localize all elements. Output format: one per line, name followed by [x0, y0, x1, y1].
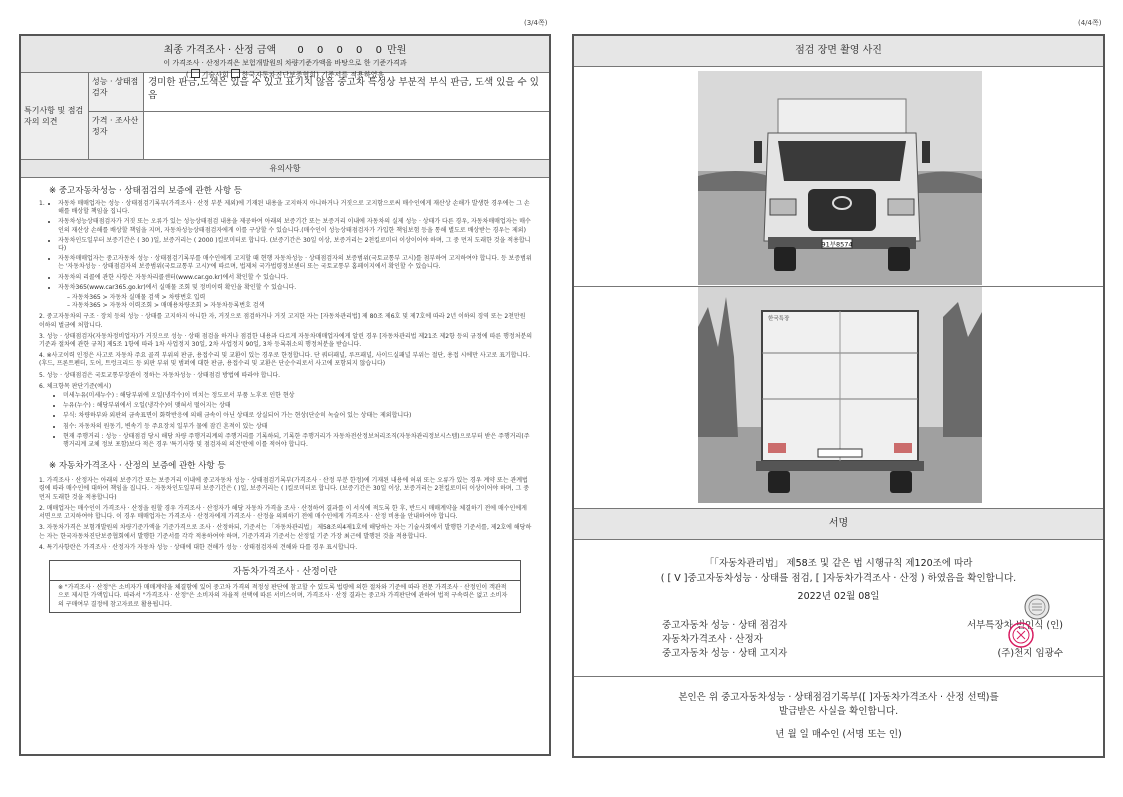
list-item: • 현재 주행거리 : 성능 · 상태점검 당시 해당 차량 주행거리계의 주행거리를 기록하되, 기록한 주행거리가 자동차전산정보처리조직(자동차관리정보시스템)으로부터 받은 주행거리(주행거리계 교체 정보 포함)보다 적은 경우 '특기사항 및 점검자의 의견'란에 이를 적어야 합니다. — [63, 433, 533, 449]
list-item: 4. 특기사항란은 가격조사 · 산정자가 자동차 성능 · 상태에 대한 견해가 성능 · 상태점검자의 견해와 다를 경우 표시합니다. — [39, 543, 358, 551]
list-item: • 부식: 차량하부와 외판의 금속표면이 화학반응에 의해 금속이 아닌 상태로 상실되어 가는 현상(단순히 녹슬어 있는 상태는 제외합니다) — [63, 412, 533, 420]
final-price-unit: 만원 — [386, 45, 407, 56]
buyer-sign-line: 년 월 일 매수인 (서명 또는 인) — [775, 729, 902, 740]
inspector-opinion-table — [21, 73, 549, 160]
signer-row-notifier — [662, 647, 1063, 661]
signer-value: (주)천지 임광수 — [997, 648, 1063, 659]
photo-signature-panel — [572, 34, 1105, 758]
opinion-label: 특기사항 및 점검자의 의견 — [21, 73, 89, 159]
warranty-body — [21, 200, 549, 449]
signature-confirm-line: ( [ V ]중고자동차성능 · 상태를 점검, [ ]자동차가격조사 · 산정 ) 하였음을 확인합니다. — [660, 573, 1017, 584]
buyer-confirmation — [574, 676, 1103, 742]
signer-value: 서부특장차 빈인식 (인) — [966, 620, 1063, 631]
signer-label: 중고자동차 성능 · 상태 고지자 — [662, 648, 788, 659]
truck-rear-image — [698, 287, 982, 503]
notifier-seal-icon — [1008, 622, 1034, 648]
item-1-number: 1. — [39, 200, 45, 207]
list-item: 2. 중고자동차의 구조 · 장치 등의 성능 · 상태를 고지하지 아니한 자, 거짓으로 점검하거나 거짓 고지한 자는 [자동차관리법] 제 80조 제6호 및 제7호에 따라 2년 이하의 징역 또는 2천만원 이하의 벌금에 처합니다. — [39, 313, 526, 329]
signature-date: 2022년 02월 08일 — [797, 591, 880, 602]
buyer-confirm-line1: 본인은 위 중고자동차성능 · 상태점검기록부([ ]자동차가격조사 · 산정 선택)를 — [678, 692, 999, 703]
photo-section-title: 점검 장면 촬영 사진 — [574, 36, 1103, 67]
list-item: – 자동차365 > 자동차 이력조회 > 매매용차량조회 > 자동차등록번호 검색 — [67, 302, 265, 310]
list-item: • 누유(누수) : 해당부위에서 오일(냉각수)이 맺혀서 떨어지는 상태 — [63, 402, 533, 410]
signer-row-inspector — [662, 619, 1063, 633]
section-warranty-title: ※ 중고자동차성능 · 상태점검의 보증에 관한 사항 등 — [49, 186, 242, 196]
list-item: 1. 가격조사 · 산정자는 아래의 보증기간 또는 보증거리 이내에 중고자동차 성능 · 상태점검기록부(가격조사 · 산정 부분 한정)에 기재된 내용에 허위 또는 오류가 있는 경우 계약 또는 관계법령에 따라 매수인에 대하여 책임을 집니다. · 자동차인도일부터 보증기간은 ( )일, 보증거리는 ( )킬로미터로 합니다. (보증기간은 30일 이상, 보증거리는 2천킬로미터 이상이어야 하며, 그 중 먼저 도래한 것을 적용합니다) — [39, 477, 529, 501]
signer-list — [662, 619, 1063, 661]
list-item: • 자동차365(www.car365.go.kr)에서 실매물 조회 및 정비이력 확인을 확인할 수 있습니다. — [58, 284, 533, 292]
price-definition-text: ※ "가격조사 · 산정"은 소비자가 매매계약을 체결함에 있어 중고차 가격의 적정성 판단에 참고할 수 있도록 법령에 의한 절차와 기준에 따라 전문 가격조사 · 산정인이 객관적으로 제시한 가액입니다. 따라서 "가격조사 · 산정"은 소비자의 자율적 선택에 따른 서비스이며, 가격조사 · 산정 결과는 중고차 가격판단에 관하여 법적 구속력은 없고 소비자의 구매여부 결정에 참고자료로 활용됩니다. — [58, 583, 508, 608]
truck-front-image — [698, 71, 982, 285]
notes-title: 유의사항 — [21, 160, 549, 178]
list-item: • 자동차매매업자는 중고자동차 성능 · 상태점검기록부를 매수인에게 고지할 때 현행 자동차성능 · 상태점검자의 보증범위(국토교통부 고시)를 첨부하여 고지하여야 합니다. 등 보증범위는 '자동차성능 · 상태점검자의 보증범위(국토교통부 고시)'에 따르며, 법제처 국가법령정보센터 또는 국토교통부 홈페이지에서 확인할 수 있습니다. — [58, 255, 533, 271]
signer-row-assessor — [662, 633, 1063, 647]
signature-section-title: 서명 — [574, 508, 1103, 540]
buyer-confirm-line2: 발급받은 사실을 확인합니다. — [778, 706, 899, 717]
inspector-seal-icon — [1024, 594, 1050, 620]
section-price-title: ※ 자동차가격조사 · 산정의 보증에 관한 사항 등 — [49, 461, 226, 472]
final-price-header — [21, 36, 549, 79]
list-item: 4. ※사고이력 인정은 사고로 자동차 주요 골격 부위의 판금, 용접수리 및 교환이 있는 경우로 한정합니다. 단 쿼터패널, 루프패널, 사이드실패널 부위는 절단, 용접 시에만 사고로 표기합니다. (후드, 프론트펜더, 도어, 트렁크리드 등 외판 부위 및 범퍼에 대한 판금, 용접수리 및 교환은 단순수리로서 사고에 포함되지 않습니다) — [39, 352, 531, 368]
list-item: • 자동차의 리콜에 관한 사항은 자동차리콜센터(www.car.go.kr)에서 확인할 수 있습니다. — [58, 274, 533, 282]
list-item: • 자동차 매매업자는 성능 · 상태점검기록부(가격조사 · 산정 부분 제외)에 기재된 내용을 고지하지 아니하거나 거짓으로 고지함으로써 매수인에게 재산상 손해가 발생한 경우에는 그 손해를 배상할 책임을 집니다. — [58, 200, 533, 216]
list-item: 3. 성능 · 상태점검자(자동차정비업자)가 거짓으로 성능 · 상태 점검을 하거나 점검한 내용과 다르게 자동차매매업자에게 알린 경우 [자동차관리법 제21조 제2항 등의 규정에 따른 행정처분의 기준과 절차에 관한 규칙] 제5조 1항에 따라 1차 사업정지 30일, 2차 사업정지 90일, 3차 등록취소의 행정처분을 받습니다. — [39, 332, 533, 349]
final-price-amount: 0 0 0 0 0 — [297, 45, 387, 56]
standard-note: ( 기술사회 한국자동차진단보증협회) 기준서를 적용하였음 — [185, 71, 385, 79]
performance-inspector-label: 성능 · 상태점검자 — [89, 73, 144, 111]
truck-rear-photo — [698, 287, 982, 503]
list-item: • 침수: 자동차의 원동기, 변속기 등 주요장치 일부가 물에 잠긴 흔적이 있는 상태 — [63, 423, 533, 431]
final-price-label: 최종 가격조사 · 산정 금액 — [163, 45, 277, 56]
page-number-left: (3/4쪽) — [524, 19, 548, 27]
price-definition-box — [49, 560, 521, 614]
list-item: 2. 매매업자는 매수인이 가격조사 · 산정을 원할 경우 가격조사 · 산정자가 해당 자동차 가격을 조사 · 산정하여 결과를 이 서식에 적도록 한 후, 반드시 매매계약을 체결하기 전에 매수인에게 서면으로 고지하여야 합니다. 이 경우 매매업자는 가격조사 · 산정자에게 가격조사 · 산정을 의뢰하기 전에 매수인에게 가격조사 · 산정 비용을 안내하여야 합니다. — [39, 504, 527, 521]
price-assessor-label: 가격 · 조사산정자 — [89, 112, 144, 159]
list-item: • 자동차성능상태점검자가 거짓 또는 오류가 있는 성능상태점검 내용을 제공하여 아래의 보증기간 또는 보증거리 이내에 자동차의 실제 성능 · 상태가 다른 경우, 자동차매매업자는 매수인의 재산상 손해를 배상할 책임을 지며, 자동차성능상태점검자에게 이를 구상할 수 있습니다.(매수인이 성능상태점검자가 가입한 책임보험 등을 통해 별도로 배상받는 경우는 제외) — [58, 218, 533, 234]
truck-front-photo — [698, 71, 982, 285]
list-item: – 자동차365 > 자동차 실매물 검색 > 차량번호 입력 — [67, 294, 206, 302]
signature-statement — [574, 556, 1103, 604]
list-item: 3. 자동차가격은 보험개발원의 차량기준가액을 기준가격으로 조사 · 산정하되, 기준서는 「자동차관리법」 제58조의4제1호에 해당하는 자는 기술사회에서 발행한 기준서를, 제2호에 해당하는 자는 한국자동차진단보증협회에서 발행한 기준서를 각각 적용하여야 하며, 기준가격과 기준서는 산정일 기준 가장 최근에 발행된 것을 적용합니다. — [39, 524, 532, 540]
rear-brand-text: 한국특장 — [768, 316, 790, 322]
price-definition-title: 자동차가격조사 · 산정이란 — [50, 561, 520, 581]
price-body — [21, 477, 549, 552]
list-item: • 자동차인도일부터 보증기간은 ( 30 )일, 보증거리는 ( 2000 )킬로미터로 합니다. (보증기간은 30일 이상, 보증거리는 2천킬로미터 이상이어야 하며, 그 중 먼저 도래한 것을 적용합니다) — [58, 237, 533, 253]
signature-law-line: 「「자동차관리법」 제58조 및 같은 법 시행규칙 제120조에 따라 — [704, 558, 973, 569]
front-plate-number: 91부8574 — [821, 240, 853, 249]
final-price-note: 이 가격조사 · 산정가격은 보험개발원의 차량기준가액을 바탕으로 한 기준가격과 — [163, 59, 407, 67]
price-assessor-opinion — [144, 112, 549, 159]
list-item: 5. 성능 · 상태점검은 국토교통부장관이 정하는 자동차성능 · 상태점검 방법에 따라야 합니다. — [39, 371, 281, 379]
signer-label: 중고자동차 성능 · 상태 점검자 — [662, 620, 788, 631]
page-number-right: (4/4쪽) — [1078, 19, 1102, 27]
list-item: 6. 체크항목 판단기준(예시) — [39, 382, 112, 390]
performance-inspector-opinion: 경미한 판금,도색은 있을 수 있고 표기치 않음 중고차 특성상 부분적 부식 판금, 도색 있을 수 있음 — [148, 77, 539, 101]
list-item: • 미세누유(미세누수) : 해당부위에 오일(냉각수)이 비치는 정도로서 부품 노후로 인한 현상 — [63, 392, 533, 400]
inspection-notes-panel — [19, 34, 551, 756]
signer-label: 자동차가격조사 · 산정자 — [662, 634, 763, 645]
